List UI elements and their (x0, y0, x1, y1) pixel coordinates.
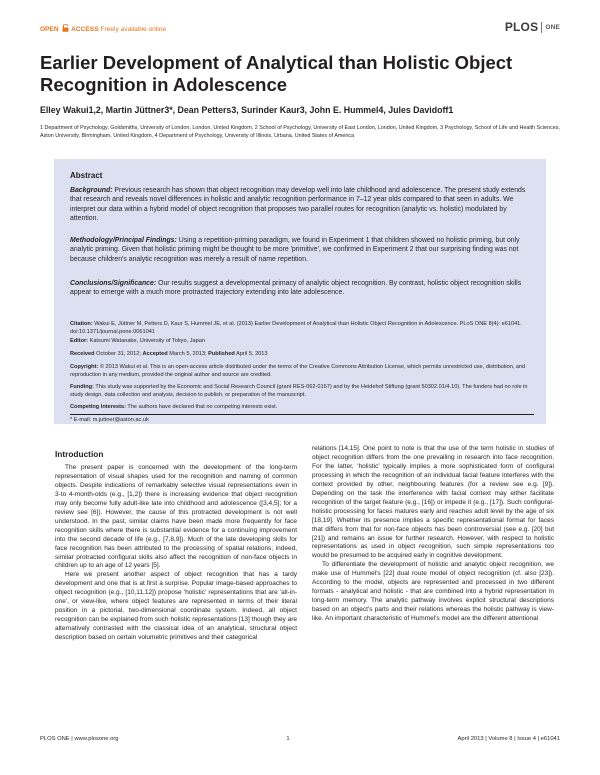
footer-journal: PLOS ONE | www.plosone.org (40, 736, 119, 742)
competing-interests: Competing Interests: The authors have declared that no competing interests exist. (70, 404, 278, 410)
intro-paragraph: The present paper is concerned with the development of the long-term representation of visual shapes used for the recognition and naming of common objects. Despite indications of remarkably selective visual representations even in 3-to 4-month-olds (e.g., [1,2]) there is increasing evidence that object recognition may only become fully adult-like late into childhood and adolescence ([3,4,5]; for a review see [6]). However, the cause of this protracted development is not well understood. In the past, similar claims have been made more frequently for face recognition skills where there is substantial evidence for a continuing improvement into the second decade of life (e.g., [7,8,9]). Much of the late developing skills for face recognition has been attributed to the processing of spatial relations; indeed, similar protracted configural skills also affect the recognition of non-face objects in children up to an age of 12 years [5]. (55, 464, 297, 570)
citation: Citation: Wakui E, Jüttner M, Petters D, Kaur S, Hummel JE, et al. (2013) Earlier Development of Analytical than Holistic Object Recognition in Adolescence. PLoS ONE 8(4): e61041. doi:10.1371/journal.pone.0061041 (70, 321, 522, 335)
intro-paragraph: Here we present another aspect of object recognition that has a tardy development and one that is at first a surprise. Popular image-based approaches to object recognition (e.g., [10,11,12]) propose 'holistic' representations that are 'all-in-one', or view-like, where object features are represented in terms of their literal position in a pictorial, two-dimensional coordinate system. Indeed, all object recognition can be explained from such holistic representations [13] though they are alternatively contrasted with the classical idea of an analytical, structural object description based on certain volumetric primitives and their categorical (55, 571, 297, 642)
background-text: Previous research has shown that object recognition may develop well into late childhood and adolescence. The present study extends that research and reveals novel differences in holistic and analytic recognition performance in 7–12 year olds compared to that seen in adults. We interpret our data within a hybrid model of object recognition that proposes two parallel routes for recognition (analytic vs. holistic) modulated by attention. (70, 187, 526, 222)
conclusions-text: Our results suggest a developmental primacy of analytic object recognition. By contrast, holistic object recognition skills appear to emerge with a much more protracted trajectory extending into late adolescence. (70, 280, 522, 297)
open-label: OPEN (40, 26, 59, 33)
affiliations: 1 Department of Psychology, Goldsmiths, University of London, London, United Kingdom, 2 School of Psychology, University of East London, London, United Kingdom, 3 Psychology, School of Life and Health Sciences, Aston University, Birmingham, United Kingdom, 4 Department of Psychology, University of Illinois, Urbana, United States of America (40, 125, 560, 139)
open-access-banner (40, 24, 166, 33)
open-access-lock-icon (62, 24, 69, 32)
plos-wordmark: PLOS (504, 20, 539, 34)
meta-divider (70, 414, 534, 415)
page-number: 1 (286, 736, 290, 742)
intro-paragraph: relations [14,15]. One point to note is that the use of the term holistic in studies of object recognition differs from the one prevailing in research into face recognition. For the latter, 'holistic' typically implies a more sophisticated form of configural processing in which the recognition of an individual facial feature interferes with the context provided by other, neighbouring features (for a review see e.g. [9]). Depending on the task the interference with facial context may either facilitate recognition of the target feature (e.g., [16]) or impede it (e.g., [17]). Such configural-holistic processing for faces matures early and reaches adult level by the age of six [18,19]. Whether its presence implies a specific representational format for faces that differs from that for non-face objects has been controversial (see e.g. [20] but [21]) and remains an issue for further research. However, with respect to holistic representations as used in object recognition, such simple representations too would be presumed to be acquired early in cognitive development. (312, 445, 554, 560)
intro-paragraph: To differentiate the development of holistic and analytic object recognition, we make use of Hummel's [22] dual route model of object recognition (cf. also [23]). According to the model, objects are represented and processed in two different formats - analytical and holistic - that are combined into a hybrid representation in long-term memory. The analytic pathway involves explicit structural descriptions based on an object's parts and their relations whereas the holistic pathway is view-like. An important characteristic of Hummel's model are the different attentional (312, 561, 554, 623)
abstract-methods (70, 236, 532, 264)
methods-text: Using a repetition-priming paradigm, we found in Experiment 1 that children showed no holistic priming, but only analytic priming. Given that holistic priming might be thought to be more 'primitive', we confirmed in Experiment 2 that our surprising finding was not because children's analytic recognition was merely a result of name repetition. (70, 237, 520, 263)
access-label: ACCESS (71, 26, 99, 33)
intro-left-column (55, 464, 297, 643)
abstract-heading: Abstract (70, 171, 103, 180)
author-list: Elley Wakui1,2, Martin Jüttner3*, Dean Petters3, Surinder Kaur3, John E. Hummel4, Jules Davidoff1 (40, 105, 454, 115)
copyright: Copyright: © 2013 Wakui et al. This is an open-access article distributed under the terms of the Creative Commons Attribution License, which permits unrestricted use, distribution, and reproduction in any medium, provided the original author and source are credited. (70, 364, 526, 378)
plos-one-logo (505, 20, 560, 34)
conclusions-label: Conclusions/Significance: (70, 280, 157, 287)
footer-issue: April 2013 | Volume 8 | Issue 4 | e61041 (457, 736, 560, 742)
background-label: Background: (70, 187, 113, 194)
intro-right-column (312, 445, 554, 624)
editor: Editor: Katsumi Watanabe, University of Tokyo, Japan (70, 338, 205, 344)
one-wordmark: ONE (545, 23, 560, 31)
article-title: Earlier Development of Analytical than Holistic Object Recognition in Adolescence (40, 52, 513, 95)
freely-available-label: Freely available online (100, 26, 167, 33)
methods-label: Methodology/Principal Findings: (70, 237, 177, 244)
abstract-box (54, 159, 546, 424)
corresponding-email[interactable]: * E-mail: m.juttner@aston.ac.uk (70, 417, 149, 423)
abstract-conclusions (70, 279, 532, 298)
introduction-heading: Introduction (55, 449, 104, 459)
funding: Funding: This study was supported by the Economic and Social Research Council (grant RES-062-0167) and by the Heidehof Stiftung (grant 50302.01/4.10). The funders had no role in study design, data collection and analysis, decision to publish, or preparation of the manuscript. (70, 384, 528, 398)
logo-separator (541, 22, 542, 33)
publication-dates: Received October 31, 2012; Accepted March 5, 2013; Published April 5, 2013 (70, 351, 268, 357)
abstract-background (70, 186, 532, 223)
page-footer (40, 736, 560, 742)
